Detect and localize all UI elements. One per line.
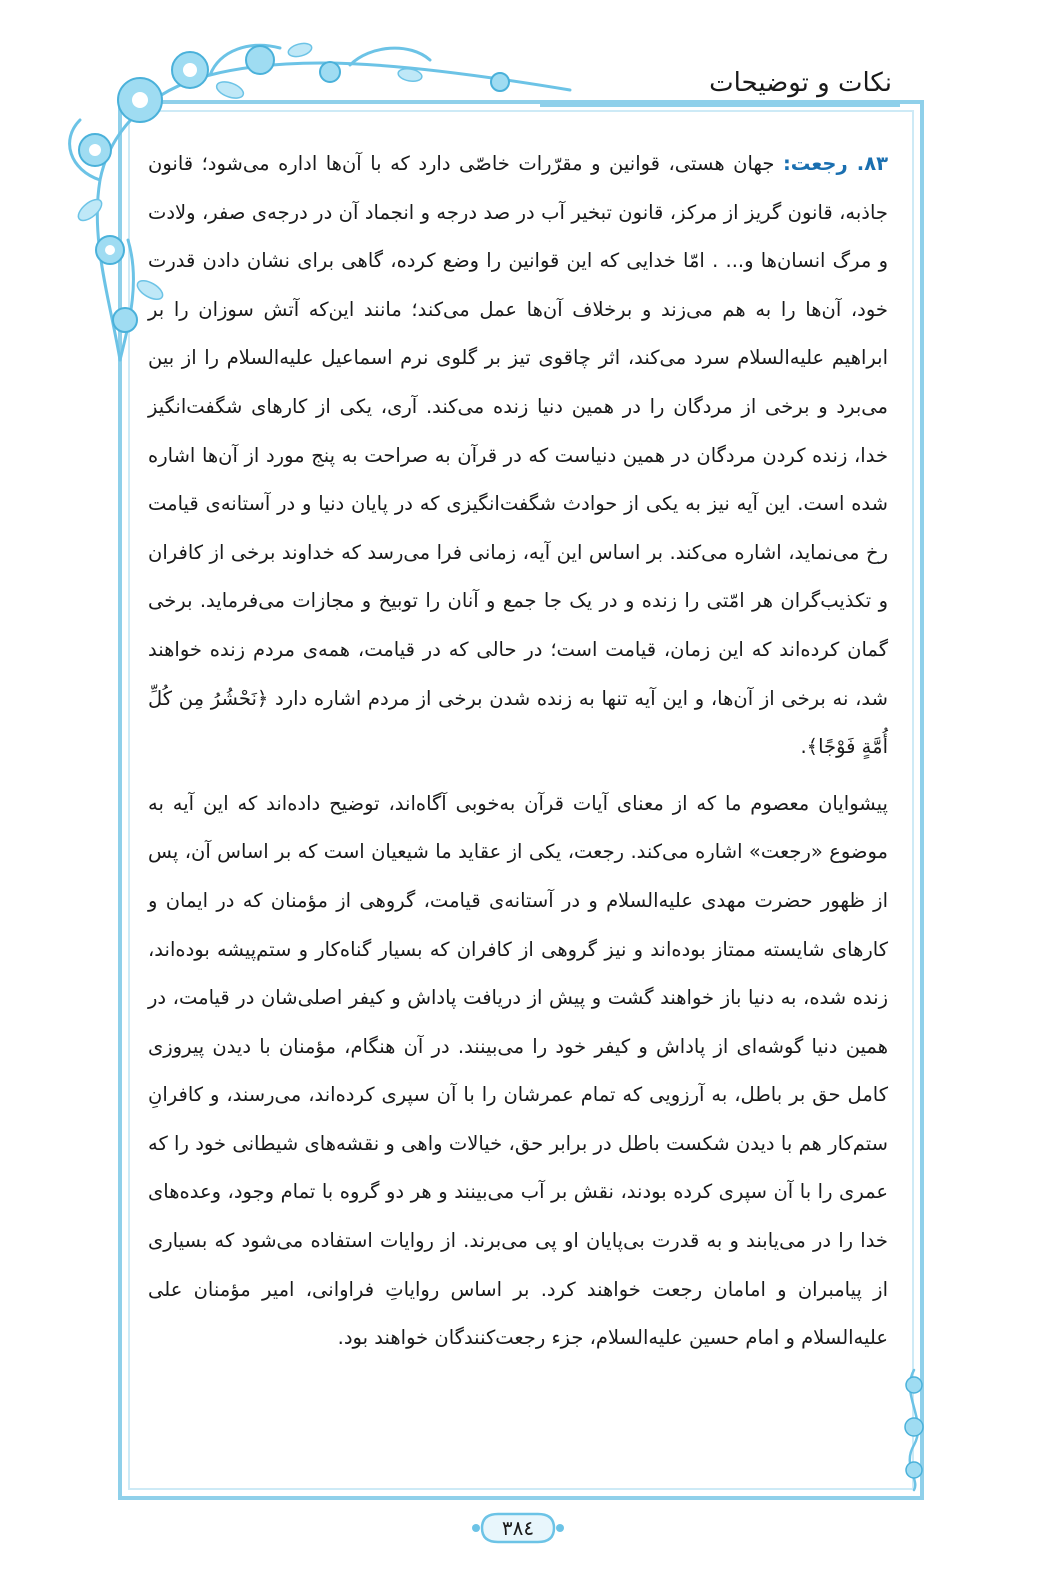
note-paragraph-2: پیشوایان معصوم ما که از معنای آیات قرآن به‌خوبی آگاه‌اند، توضیح داده‌اند که این آیه به موضوع «رجعت» اشاره می‌کند. رجعت، یکی از عقاید ما شیعیان است که بر اساس آن، پس از ظهور حضرت مهدی علیه‌السلام و در آستانه‌ی قیامت، گروهی از مؤمنان که در ایمان و کارهای شایسته ممتاز بوده‌اند و نیز گروهی از کافران که بسیار گناه‌کار و ستم‌پیشه بوده‌اند، زنده شده، به دنیا باز خواهند گشت و پیش از دریافت پاداش و کیفر اصلی‌شان در قیامت، در همین دنیا گوشه‌ای از پاداش و کیفر خود را می‌بینند. در آن هنگام، مؤمنان با دیدن پیروزی کامل حق بر باطل، به آرزویی که تمام عمرشان را با آن سپری کرده‌اند، می‌رسند، و کافرانِ ستم‌کار هم با دیدن شکست باطل در برابر حق، خیالات واهی و نقشه‌های شیطانی خود را که عمری را با آن سپری کرده بودند، نقش بر آب می‌بینند و هر دو گروه با تمام وجود، وعده‌های خدا را در می‌یابند و به قدرت بی‌پایان او پی می‌برند. از روایات استفاده می‌شود که بسیاری از پیامبران و امامان رجعت خواهند کرد. بر اساس روایاتِ فراوانی، امیر مؤمنان علی علیه‌السلام و امام حسین علیه‌السلام، جزء رجعت‌کنندگان خواهند بود. [148, 791, 888, 1350]
note-content [148, 140, 888, 1371]
page-header-title: نکات و توضیحات [703, 68, 898, 98]
page-number-badge [468, 1508, 568, 1548]
note-paragraph-1-text: جهان هستی، قوانین و مقرّرات خاصّی دارد که با آن‌ها اداره می‌شود؛ قانون جاذبه، قانون گریز از مرکز، قانون تبخیر آب در صد درجه و انجماد آن در درجه‌ی صفر، ولادت و مرگ انسان‌ها و... . امّا خدایی که این قوانین را وضع کرده، گاهی برای نشان دادن قدرت خود، آن‌ها را به هم می‌زند و برخلاف آن‌ها عمل می‌کند؛ مانند این‌که آتش سوزان را بر ابراهیم علیه‌السلام سرد می‌کند، اثر چاقوی تیز بر گلوی نرم اسماعیل علیه‌السلام را از بین می‌برد و برخی از مردگان را در همین دنیا زنده می‌کند. آری، یکی از کارهای شگفت‌انگیز خدا، زنده کردن مردگان در همین دنیاست که در قرآن به صراحت به پنج مورد از آن‌ها اشاره شده است. این آیه نیز به یکی از حوادث شگفت‌انگیزی که در پایان دنیا و در آستانه‌ی قیامت رخ می‌نماید، اشاره می‌کند. بر اساس این آیه، زمانی فرا می‌رسد که خداوند برخی از کافران و تکذیب‌گران هر امّتی را زنده و در یک جا جمع و آنان را توبیخ و مجازات می‌فرماید. برخی گمان کرده‌اند که این زمان، قیامت است؛ در حالی که در قیامت، همه‌ی مردم زنده خواهند شد، نه برخی از آن‌ها، و این آیه تنها به زنده شدن برخی از مردم اشاره دارد ﴿نَحْشُرُ مِن كُلِّ أُمَّةٍ فَوْجًا﴾. [148, 152, 888, 759]
note-paragraph-1 [148, 140, 888, 772]
note-heading: ۸۳. رجعت: [782, 152, 888, 175]
floral-ornament-icon [890, 1365, 938, 1495]
header-rule [540, 104, 900, 107]
page-number: ۳۸٤ [501, 1516, 535, 1540]
